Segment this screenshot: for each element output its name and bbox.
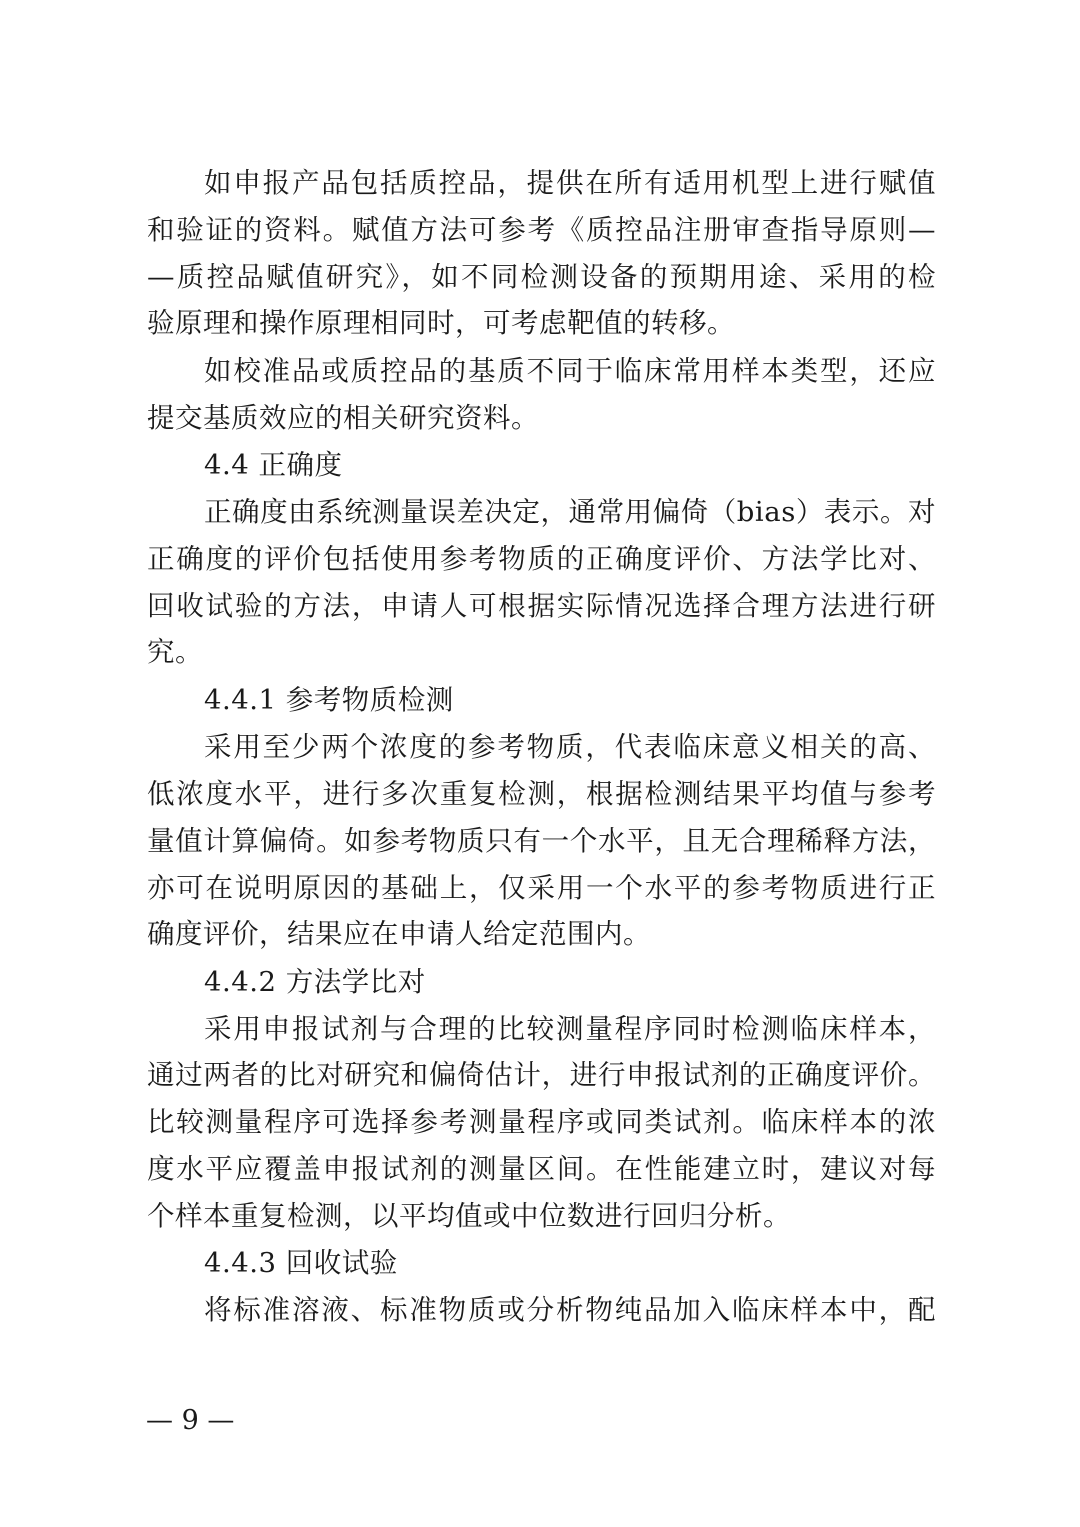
paragraph-line [0, 774, 1080, 814]
line-text: 确度评价，结果应在申请人给定范围内。 [147, 918, 651, 950]
paragraph-line [0, 868, 1080, 908]
paragraph-line [0, 1102, 1080, 1142]
paragraph-line [0, 1009, 1080, 1049]
line-text: 如申报产品包括质控品，提供在所有适用机型上进行赋值 [204, 167, 938, 199]
paragraph-line [0, 632, 1080, 672]
line-text: 通过两者的比对研究和偏倚估计，进行申报试剂的正确度评价。 [147, 1059, 937, 1091]
line-text: 4.4.1 参考物质检测 [204, 684, 454, 716]
line-text: 量值计算偏倚。如参考物质只有一个水平，且无合理稀释方法， [147, 825, 937, 857]
paragraph-line [0, 1055, 1080, 1095]
paragraph-line [0, 1196, 1080, 1236]
section-heading [0, 962, 1080, 1002]
section-heading [0, 1243, 1080, 1283]
line-text: 和验证的资料。赋值方法可参考《质控品注册审查指导原则— [147, 214, 938, 246]
paragraph-line [0, 492, 1080, 532]
line-text: 比较测量程序可选择参考测量程序或同类试剂。临床样本的浓 [147, 1106, 938, 1138]
paragraph-line [0, 727, 1080, 767]
paragraph-line [0, 163, 1080, 203]
line-text: 回收试验的方法，申请人可根据实际情况选择合理方法进行研 [147, 590, 938, 622]
line-text: —质控品赋值研究》，如不同检测设备的预期用途、采用的检 [147, 261, 938, 293]
page-number: — 9 — [146, 1405, 235, 1436]
line-text: 采用申报试剂与合理的比较测量程序同时检测临床样本， [204, 1013, 938, 1045]
line-text: 4.4.2 方法学比对 [204, 966, 426, 998]
line-text: 度水平应覆盖申报试剂的测量区间。在性能建立时，建议对每 [147, 1153, 938, 1185]
line-text: 低浓度水平，进行多次重复检测，根据检测结果平均值与参考 [147, 778, 938, 810]
line-text: 提交基质效应的相关研究资料。 [147, 402, 539, 434]
paragraph-line [0, 210, 1080, 250]
paragraph-line [0, 539, 1080, 579]
paragraph-line [0, 821, 1080, 861]
paragraph-line [0, 1149, 1080, 1189]
paragraph-line [0, 257, 1080, 297]
line-text: 究。 [147, 636, 203, 668]
line-text: 正确度由系统测量误差决定，通常用偏倚（bias）表示。对 [204, 496, 937, 528]
line-text: 正确度的评价包括使用参考物质的正确度评价、方法学比对、 [147, 543, 938, 575]
line-text: 4.4 正确度 [204, 449, 343, 481]
line-text: 4.4.3 回收试验 [204, 1247, 398, 1279]
line-text: 如校准品或质控品的基质不同于临床常用样本类型，还应 [204, 355, 938, 387]
paragraph-line [0, 351, 1080, 391]
paragraph-line [0, 1290, 1080, 1330]
line-text: 个样本重复检测，以平均值或中位数进行回归分析。 [147, 1200, 791, 1232]
line-text: 验原理和操作原理相同时，可考虑靶值的转移。 [147, 307, 735, 339]
section-heading [0, 680, 1080, 720]
paragraph-line [0, 586, 1080, 626]
section-heading [0, 445, 1080, 485]
paragraph-line [0, 914, 1080, 954]
line-text: 亦可在说明原因的基础上，仅采用一个水平的参考物质进行正 [147, 872, 938, 904]
paragraph-line [0, 398, 1080, 438]
line-text: 将标准溶液、标准物质或分析物纯品加入临床样本中，配 [204, 1294, 938, 1326]
paragraph-line [0, 303, 1080, 343]
line-text: 采用至少两个浓度的参考物质，代表临床意义相关的高、 [204, 731, 938, 763]
